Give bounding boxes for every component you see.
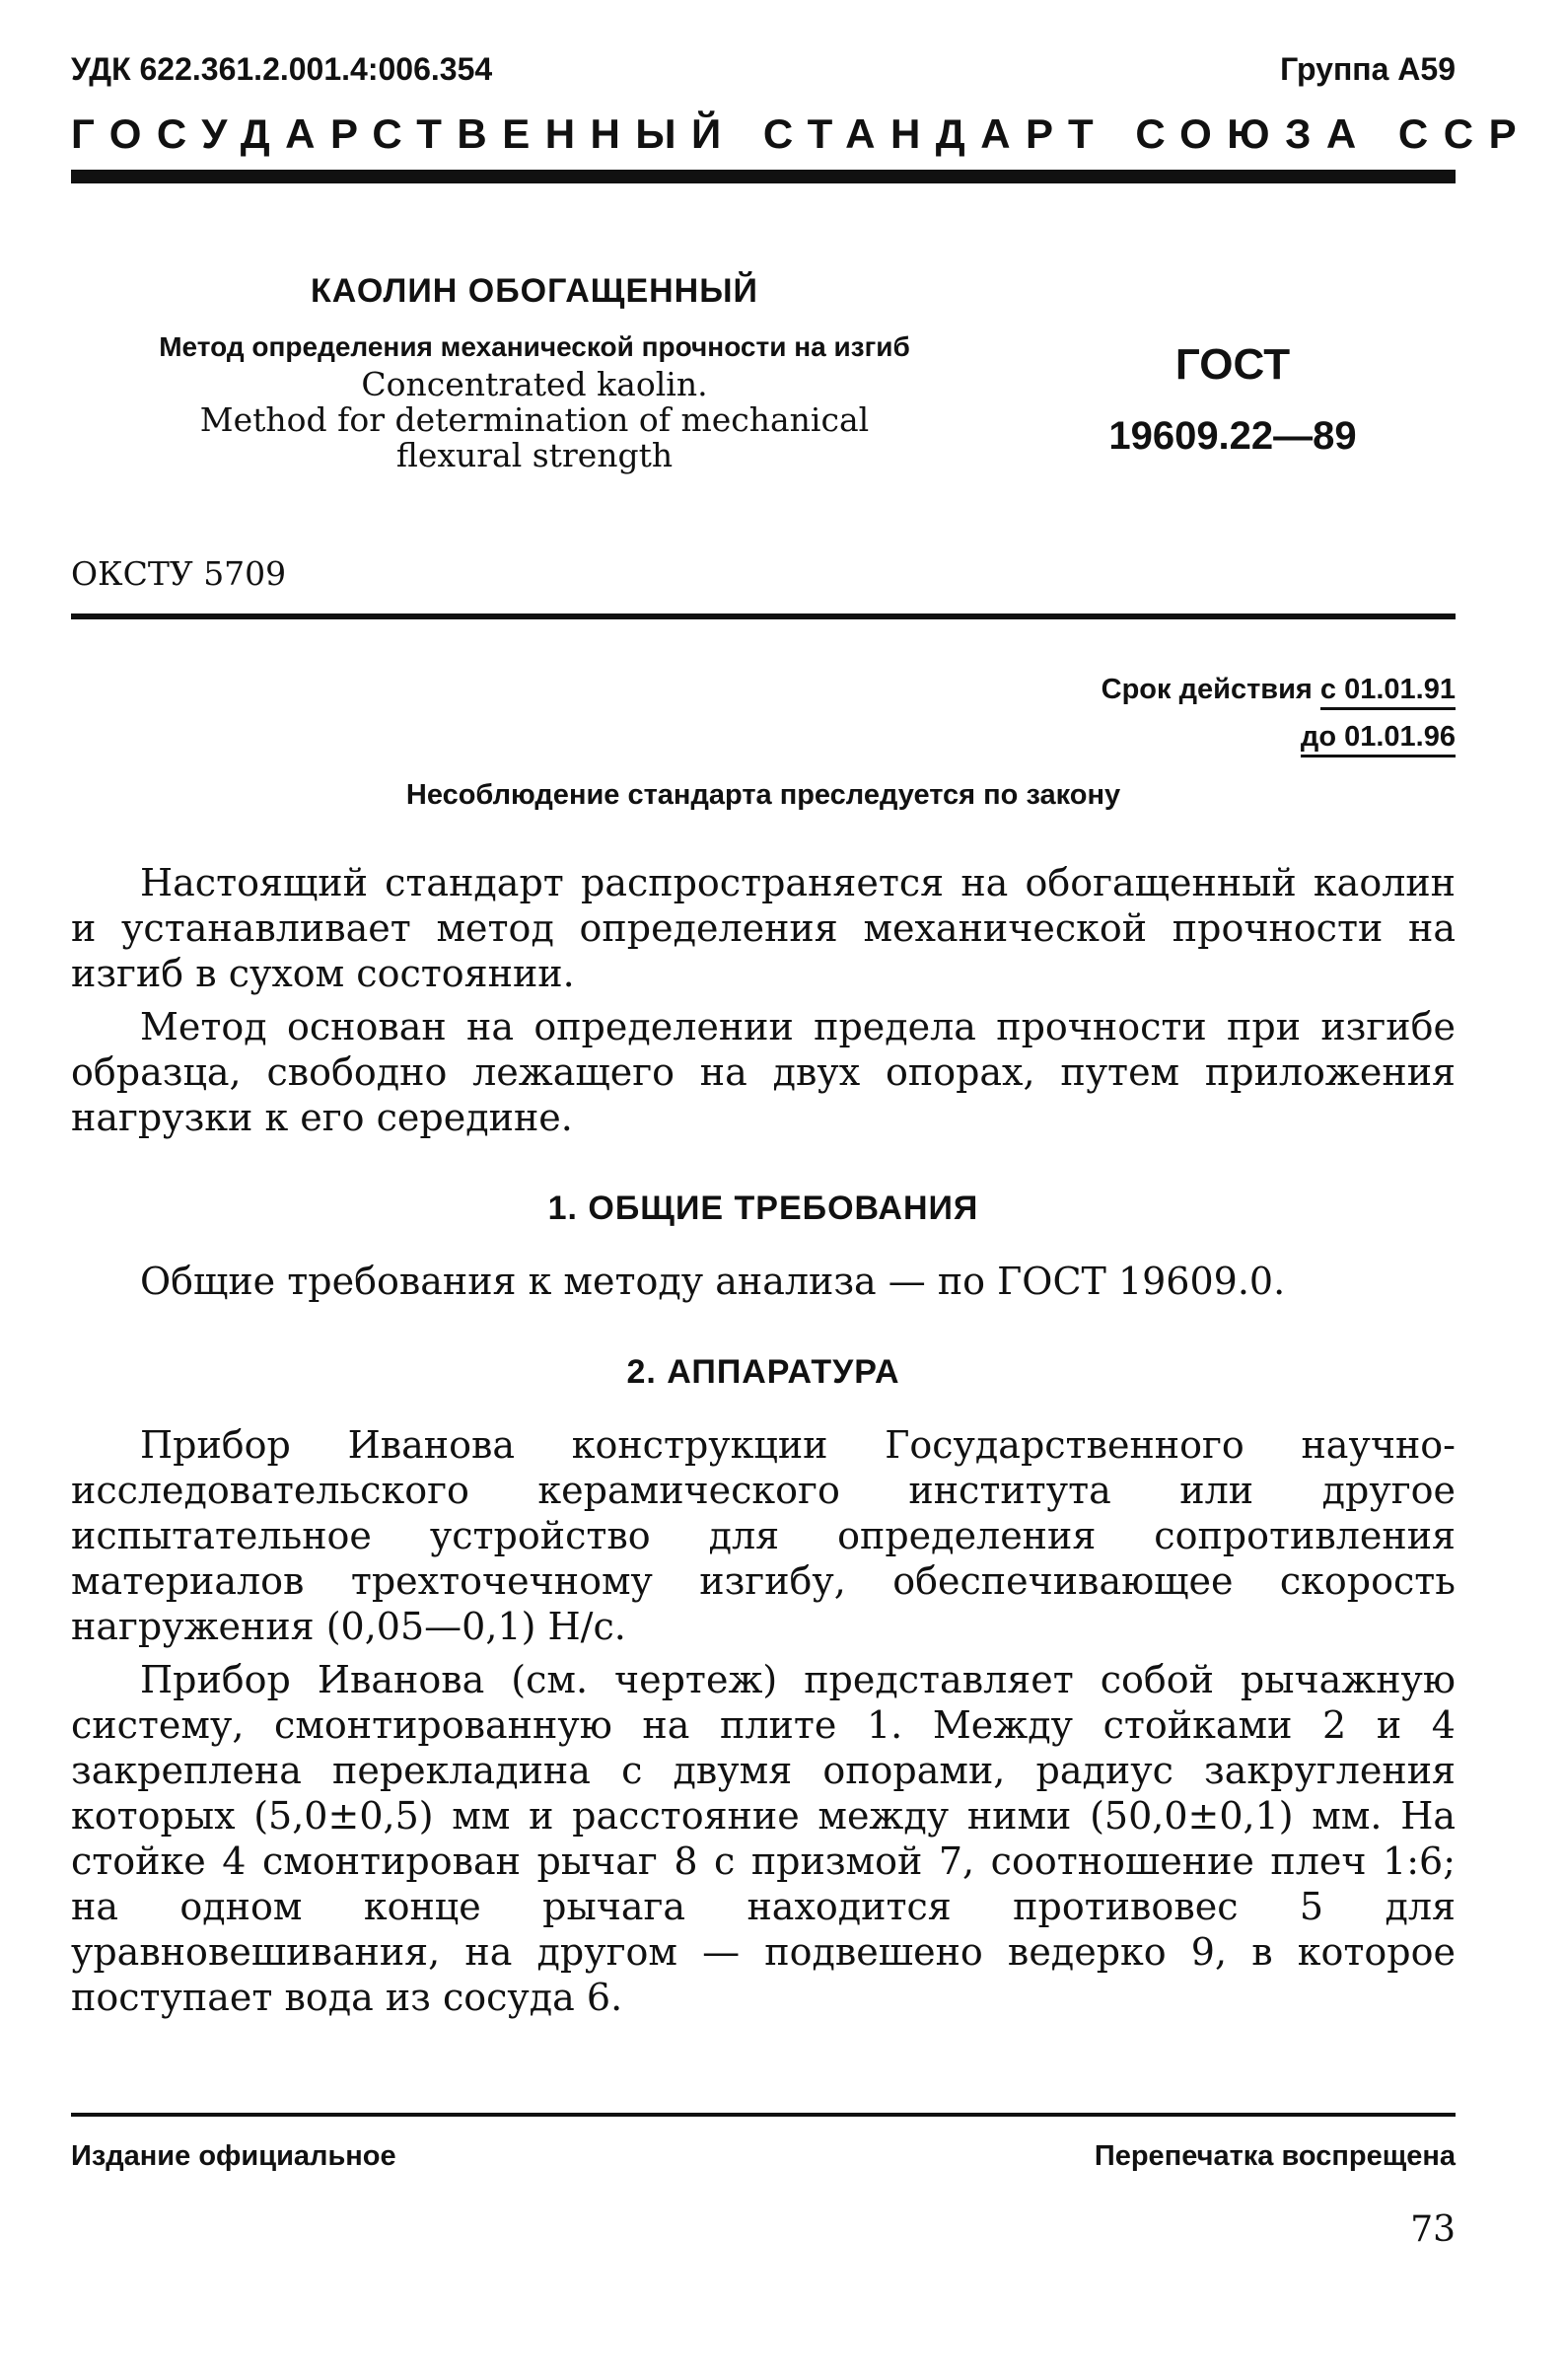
validity-to: до 01.01.96	[1301, 721, 1456, 757]
intro-paragraph: Настоящий стандарт распространяется на обогащенный каолин и устанавливает метод определения механической прочности на изгиб в сухом состоянии.	[71, 861, 1456, 995]
gost-number: 19609.22—89	[1108, 414, 1357, 458]
top-rule	[71, 170, 1456, 183]
law-notice: Несоблюдение стандарта преследуется по закону	[405, 779, 1121, 811]
state-standard-heading: ГОСУДАРСТВЕННЫЙ СТАНДАРТ СОЮЗА ССР	[71, 110, 1532, 157]
document-body	[71, 860, 1456, 2028]
title-en-line2: Method for determination of mechanical	[199, 400, 870, 439]
page-number: 73	[1410, 2209, 1456, 2250]
bottom-rule	[71, 2113, 1456, 2117]
group-code: Группа А59	[1280, 51, 1456, 87]
section-paragraph: Прибор Иванова (см. чертеж) представляет собой рычажную систему, смонтированную на плите 1. Между стойками 2 и 4 закреплена перекладина с двумя опорами, радиус закругления которых (5,0±0,5) мм и расстояние между ними (50,0±0,1) мм. На стойке 4 смонтирован рычаг 8 с призмой 7, соотношение плеч 1:6; на одном конце рычага находится противовес 5 для уравновешивания, на другом — подвешено ведерко 9, в которое поступает вода из сосуда 6.	[71, 1658, 1456, 2019]
gost-block	[1065, 335, 1400, 466]
edition-note: Издание официальное	[71, 2140, 396, 2172]
gost-label: ГОСТ	[1174, 340, 1291, 389]
title-ru: КАОЛИН ОБОГАЩЕННЫЙ	[311, 272, 758, 310]
udk-code: УДК 622.361.2.001.4:006.354	[71, 51, 493, 87]
intro-paragraph: Метод основан на определении предела прочности при изгибе образца, свободно лежащего на двух опорах, путем приложения нагрузки к его середине.	[71, 1005, 1456, 1139]
title-block	[71, 266, 998, 473]
validity-label: Срок действия	[1101, 674, 1313, 705]
section-paragraph: Прибор Иванова конструкции Государственного научно-исследовательского керамического института или другое испытательное устройство для определения сопротивления материалов трехточечному изгибу, обеспечивающее скорость нагружения (0,05—0,1) Н/с.	[71, 1423, 1456, 1648]
reprint-notice: Перепечатка воспрещена	[1094, 2140, 1456, 2172]
section-heading: 2. АППАРАТУРА	[626, 1353, 900, 1391]
subtitle-ru: Метод определения механической прочности на изгиб	[159, 331, 910, 362]
title-en-line1: Concentrated kaolin.	[361, 365, 708, 403]
validity-period	[1102, 666, 1456, 760]
okstu-code: ОКСТУ 5709	[71, 554, 287, 593]
section-paragraph: Общие требования к методу анализа — по ГОСТ 19609.0.	[140, 1260, 1286, 1303]
section-heading: 1. ОБЩИЕ ТРЕБОВАНИЯ	[547, 1190, 979, 1227]
title-en-line3: flexural strength	[395, 436, 674, 474]
validity-from: с 01.01.91	[1320, 674, 1456, 710]
middle-rule	[71, 613, 1456, 619]
